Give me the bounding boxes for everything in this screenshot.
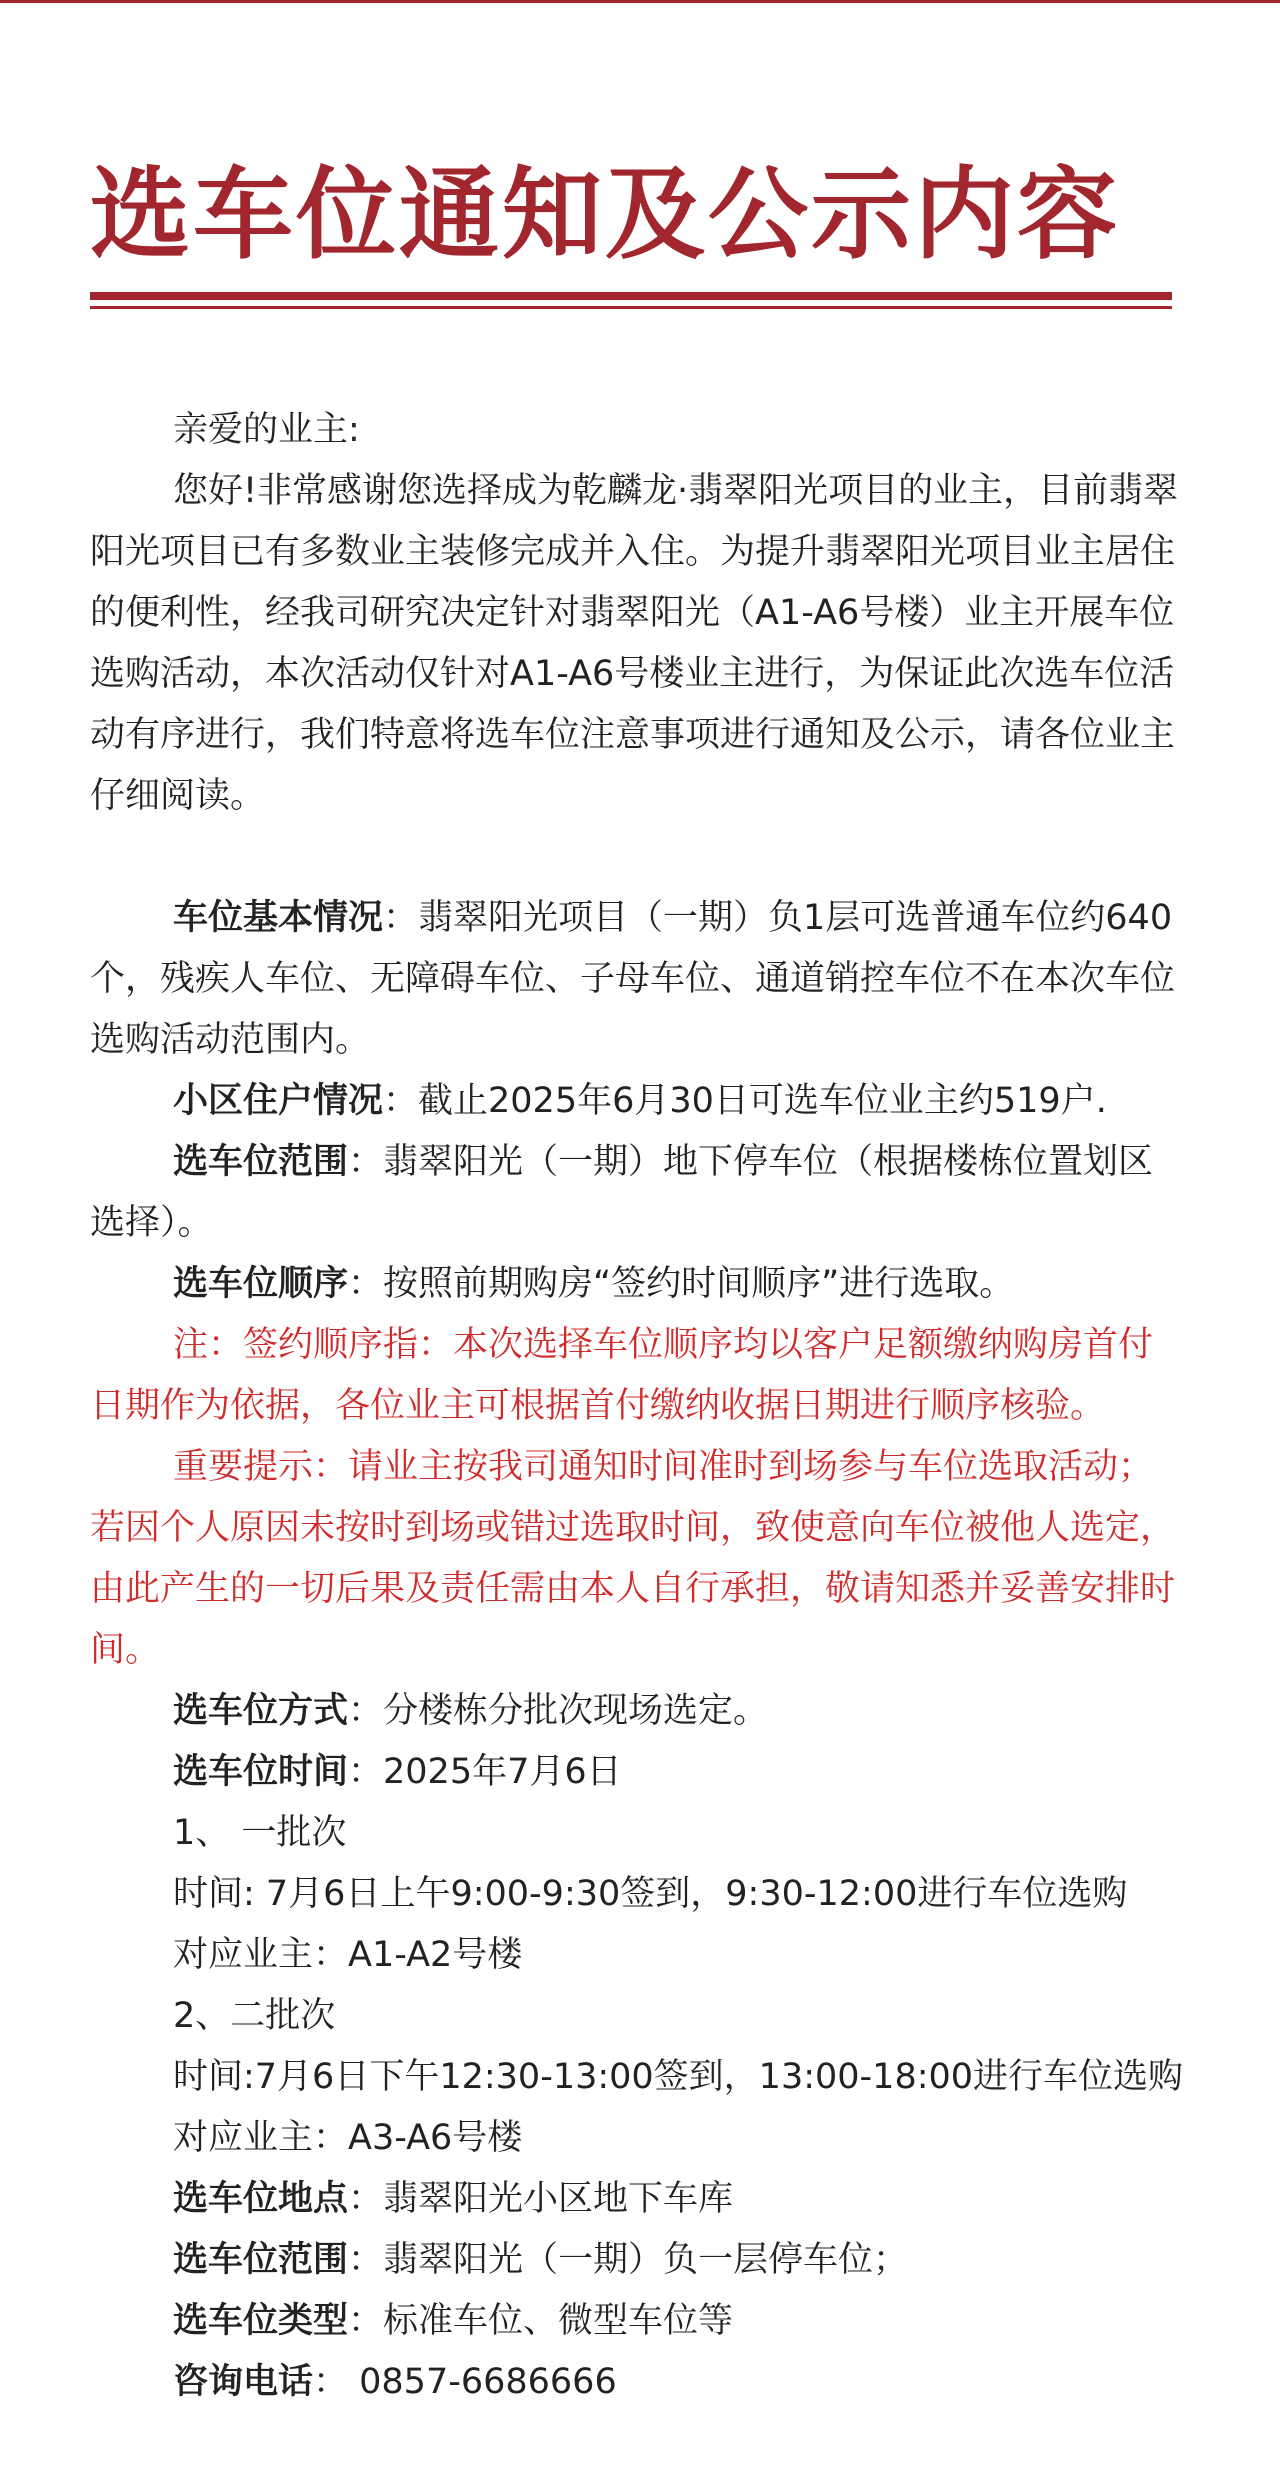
batch1-title: 1、 一批次 bbox=[173, 1813, 347, 1853]
type-label: 选车位类型 bbox=[173, 2301, 349, 2341]
basic-info-paragraph bbox=[90, 888, 1185, 1071]
batch1-owners: 对应业主：A1-A2号楼 bbox=[173, 1935, 523, 1975]
batch1-time: 时间: 7月6日上午9:00-9:30签到，9:30-12:00进行车位选购 bbox=[173, 1874, 1128, 1914]
method-label: 选车位方式 bbox=[173, 1691, 349, 1731]
important-notice: 重要提示：请业主按我司通知时间准时到场参与车位选取活动；若因个人原因未按时到场或错过选取时间，致使意向车位被他人选定，由此产生的一切后果及责任需由本人自行承担，敬请知悉并妥善安排时间。 bbox=[90, 1447, 1176, 1670]
phone-label: 咨询电话 bbox=[173, 2362, 314, 2402]
method-text: ：分楼栋分批次现场选定。 bbox=[348, 1691, 769, 1731]
notice-body bbox=[90, 400, 1185, 2413]
location-paragraph bbox=[90, 2169, 1185, 2230]
time-paragraph bbox=[90, 1742, 1185, 1803]
location-label: 选车位地点 bbox=[173, 2179, 349, 2219]
location-text: ：翡翠阳光小区地下车库 bbox=[348, 2179, 734, 2219]
order-note: 注：签约顺序指：本次选择车位顺序均以客户足额缴纳购房首付日期作为依据，各位业主可根据首付缴纳收据日期进行顺序核验。 bbox=[90, 1325, 1154, 1426]
intro-paragraph: 您好!非常感谢您选择成为乾麟龙·翡翠阳光项目的业主，目前翡翠阳光项目已有多数业主装修完成并入住。为提升翡翠阳光项目业主居住的便利性，经我司研究决定针对翡翠阳光（A1-A6号楼）业主开展车位选购活动，本次活动仅针对A1-A6号楼业主进行，为保证此次选车位活动有序进行，我们特意将选车位注意事项进行通知及公示，请各位业主仔细阅读。 bbox=[90, 471, 1179, 816]
basic-info-label: 车位基本情况 bbox=[173, 898, 384, 938]
time-text: ：2025年7月6日 bbox=[348, 1752, 622, 1792]
top-border-line bbox=[0, 0, 1280, 3]
greeting: 亲爱的业主: bbox=[173, 410, 360, 450]
range-paragraph bbox=[90, 1132, 1185, 1254]
phone-number: ： 0857-6686666 bbox=[313, 2362, 617, 2402]
order-text: ：按照前期购房“签约时间顺序”进行选取。 bbox=[348, 1264, 1015, 1304]
residents-label: 小区住户情况 bbox=[173, 1081, 384, 1121]
title-underline-thin bbox=[90, 306, 1172, 309]
time-label: 选车位时间 bbox=[173, 1752, 349, 1792]
phone-paragraph bbox=[90, 2352, 1185, 2413]
batch2-title: 2、二批次 bbox=[173, 1996, 336, 2036]
method-paragraph bbox=[90, 1681, 1185, 1742]
batch2-time: 时间:7月6日下午12:30-13:00签到，13:00-18:00进行车位选购 bbox=[173, 2057, 1184, 2097]
title-underline-thick bbox=[90, 292, 1172, 300]
type-paragraph bbox=[90, 2291, 1185, 2352]
range2-text: ：翡翠阳光（一期）负一层停车位； bbox=[348, 2240, 909, 2280]
range-text: ：翡翠阳光（一期）地下停车位（根据楼栋位置划区选择）。 bbox=[90, 1142, 1154, 1243]
order-label: 选车位顺序 bbox=[173, 1264, 349, 1304]
residents-text: ：截止2025年6月30日可选车位业主约519户. bbox=[383, 1081, 1107, 1121]
type-text: ：标准车位、微型车位等 bbox=[348, 2301, 734, 2341]
residents-paragraph bbox=[90, 1071, 1185, 1132]
order-paragraph bbox=[90, 1254, 1185, 1315]
range2-label: 选车位范围 bbox=[173, 2240, 349, 2280]
basic-info-text: ：翡翠阳光项目（一期）负1层可选普通车位约640个，残疾人车位、无障碍车位、子母车位、通道销控车位不在本次车位选购活动范围内。 bbox=[90, 898, 1176, 1060]
document-title: 选车位通知及公示内容 bbox=[90, 156, 1120, 273]
range-label: 选车位范围 bbox=[173, 1142, 349, 1182]
batch2-owners: 对应业主：A3-A6号楼 bbox=[173, 2118, 523, 2158]
range2-paragraph bbox=[90, 2230, 1185, 2291]
